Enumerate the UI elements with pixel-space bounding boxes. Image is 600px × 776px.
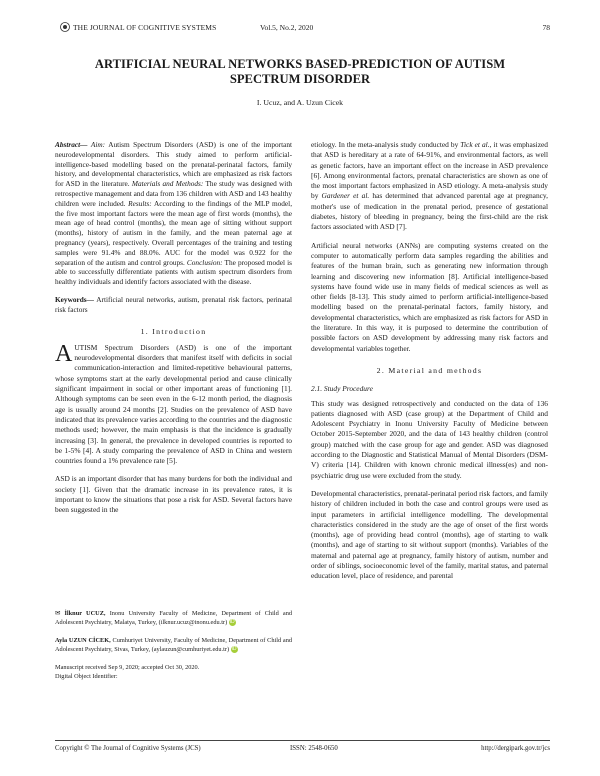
drop-cap: A bbox=[55, 340, 73, 367]
journal-volume: Vol.5, No.2, 2020 bbox=[260, 23, 314, 32]
section-heading-methods: 2. Material and methods bbox=[376, 365, 483, 375]
affiliation-1: ✉ İlknur UCUZ, Inonu University Faculty of Medicine, Department of Child and Adolescent Psychiatry, Malatya, Turkey, (ilknur.ucuz@inonu.edu.tr) iD bbox=[55, 610, 293, 626]
orcid-icon[interactable]: iD bbox=[229, 618, 235, 625]
orcid-icon[interactable]: iD bbox=[231, 645, 237, 652]
intro-paragraph-1: A UTISM Spectrum Disorders (ASD) is one of the important neurodevelopmental disorders that manifest itself with deficits in social communication-interaction and limited-repetitive behavioural patterns, whose symptoms start at the early developmental period and cause clinically significant impairment in social or other important areas of functioning [1]. Although symptoms can be seen even in the 6-12 month period, the diagnosis age is usually around 24 months [2]. Studies on the prevalence of ASD have indicated that its prevalence varies according to the countries and the diagnostic methods used; however, the main emphasis is that the incidence is gradually increasing [3]. In general, the prevalence in developed countries is reported to be 1-5% [4]. A study comparing the prevalence of ASD in China and western countries found a 1% prevalence rate [5]. bbox=[55, 340, 292, 466]
journal-header bbox=[60, 22, 550, 36]
journal-name: THE JOURNAL OF COGNITIVE SYSTEMS bbox=[73, 23, 217, 32]
footer-copyright: Copyright © The Journal of Cognitive Systems (JCS) bbox=[55, 745, 201, 752]
paper-authors: I. Ucuz, and A. Uzun Cicek bbox=[256, 98, 344, 107]
abstract-aim-label: Aim: bbox=[90, 140, 106, 149]
right-paragraph-4: Developmental characteristics, prenatal-perinatal period risk factors, and family history of children included in both the case and control groups were used as input parameters in artificial intelligence modelling. The developmental characteristics considered in the study are the age of onset of the first words (months), age of providing head control (months), age of starting to walk (months), and age of starting to sit without support (months). Variables of the maternal and paternal age at pregnancy, family history of autism, number and order of siblings, socioeconomic level of the family, marital status, and paternal education level, place of residence, and parental bbox=[311, 488, 548, 581]
section-heading-introduction: 1. Introduction bbox=[140, 326, 207, 336]
subsection-heading-study-procedure: 2.1. Study Procedure bbox=[311, 384, 373, 394]
paper-title: ARTIFICIAL NEURAL NETWORKS BASED-PREDICTION OF AUTISM SPECTRUM DISORDER bbox=[94, 57, 506, 86]
doi-label: Digital Object Identifier: bbox=[55, 672, 118, 680]
page-number: 78 bbox=[542, 23, 550, 32]
intro-paragraph-2: ASD is an important disorder that has many burdens for both the individual and society [1]. Given that the dramatic increase in its prevalence rates, it is important to know the situations that pose a risk for ASD. Several factors have been suggested in the bbox=[55, 474, 292, 515]
manuscript-received: Manuscript received Sep 9, 2020; accepted Oct 30, 2020. bbox=[55, 664, 200, 672]
abstract: Abstract— Aim: Autism Spectrum Disorders (ASD) is one of the important neurodevelopmental disorders. This study aimed to perform artificial-intelligence-based modelling based on the prenatal-perinatal factors, family history, and developmental characteristics, which are emphasized as risk factors for ASD in the literature. Materials and Methods: The study was designed with retrospective management and data from 136 children with ASD and 143 healthy children were included. Results: According to the findings of the MLP model, the five most important factors were the mean age of first words (months), the mean age of head control (months), the mean age of sitting without support (months), history of autism in the family, and the mean paternal age at pregnancy (years), respectively. Overall percentages of the training and testing samples were 91.4% and 88.0%. AUC for the model was 0.922 for the separation of the autism and control groups. Conclusion: The proposed model is able to successfully differentiate patients with autism spectrum disorders from healthy individuals and identify factors associated with the disease. bbox=[55, 140, 293, 287]
footer-issn: ISSN: 2548-0650 bbox=[290, 745, 338, 752]
right-column bbox=[311, 140, 548, 590]
right-paragraph-3: This study was designed retrospectively and conducted on the data of 136 patients diagnosed with ASD (case group) at the Department of Child and Adolescent Psychiatry in Inonu University Faculty of Medicine between October 2015-September 2020, and the data of 143 healthy children (control group) matched with the case group for age and gender. ASD was diagnosed according to the Diagnostic and Statistical Manual of Mental Disorders (DSM-V) criteria [14]. Children with known chronic medical illness(es) and non-psychiatric drug use were excluded from the study. bbox=[311, 398, 548, 480]
page-footer bbox=[55, 740, 550, 752]
keywords: Keywords— Artificial neural networks, autism, prenatal risk factors, perinatal risk factors bbox=[55, 294, 293, 314]
author-affiliations bbox=[55, 610, 292, 682]
right-paragraph-2: Artificial neural networks (ANNs) are computing systems created on the computer to automatically perform data samples regarding the abilities and features of the human brain, such as generating new information through learning and discovering new information [8]. Artificial intelligence-based systems have found wide use in many fields of medical sciences as well as other fields [8-13]. This study aimed to perform artificial-intelligence-based modelling based on the prenatal-perinatal factors, family history, and developmental characteristics, which are emphasized as risk factors for ASD in the literature. In this way, it is purposed to determine the contribution of possible factors on ASD development by addressing many risk factors and developmental variables together. bbox=[311, 240, 548, 353]
footer-url[interactable]: http://dergipark.gov.tr/jcs bbox=[481, 745, 550, 752]
mail-icon: ✉ bbox=[55, 610, 61, 617]
left-column bbox=[55, 140, 292, 524]
affiliation-2: Ayla UZUN CİCEK, Cumhuriyet University, Faculty of Medicine, Department of Child and Adolescent Psychiatry, Sivas, Turkey, (aylauzun@cumhuriyet.edu.tr) iD bbox=[55, 637, 293, 653]
journal-logo-icon bbox=[60, 22, 70, 32]
right-paragraph-1: etiology. In the meta-analysis study conducted by Tick et al., it was emphasized that ASD is hereditary at a rate of 64-91%, and environmental factors, as well as genetic factors, have an important effect on the increase in ASD prevalence [6]. Among environmental factors, prenatal characteristics are shown as one of the most important factors emphasized in ASD etiology. A meta-analysis study by Gardener et al. has determined that advanced parental age at pregnancy, mother's use of medication in the prenatal period, presence of gestational diabetes, history of bleeding in pregnancy, being the first-child are the risk factors associated with ASD [7]. bbox=[311, 140, 548, 232]
